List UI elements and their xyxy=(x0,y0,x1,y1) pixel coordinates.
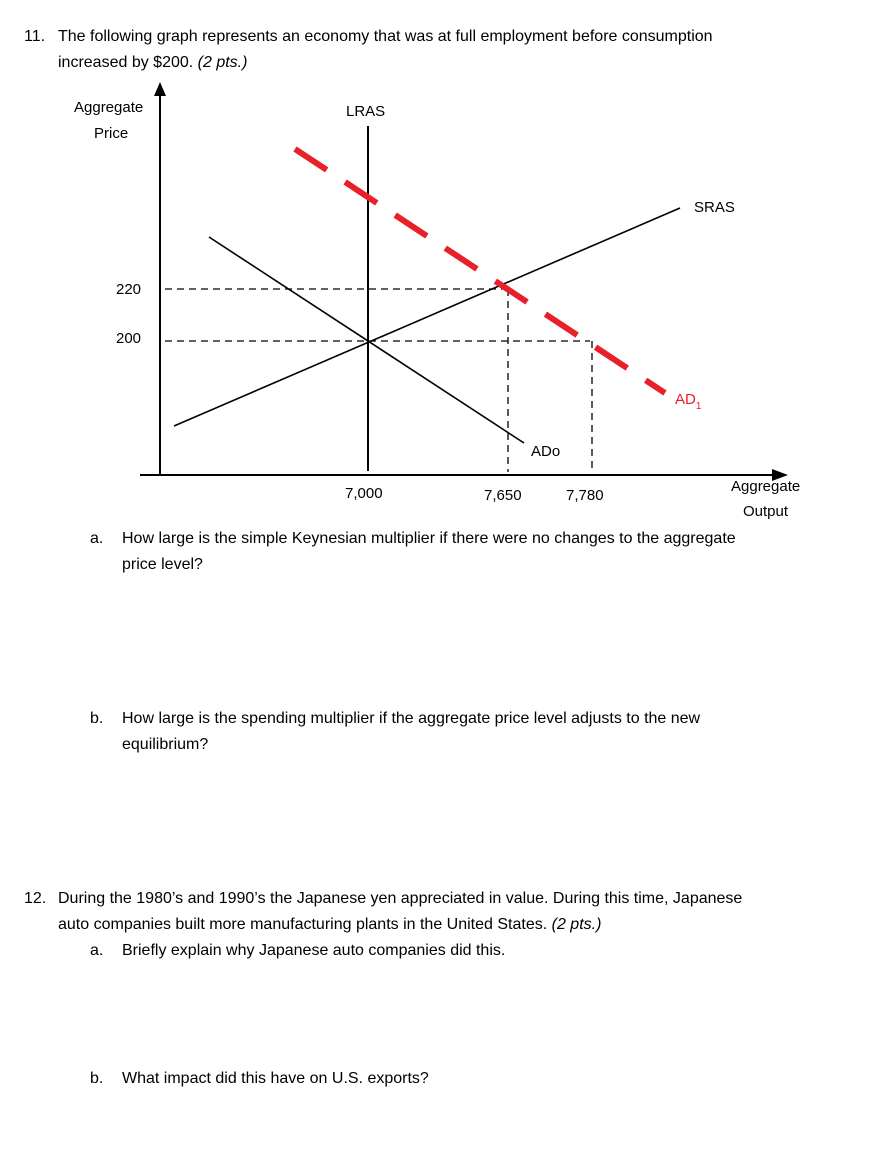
q12-text-line1: During the 1980’s and 1990’s the Japanese yen appreciated in value. During this time, Japanese xyxy=(58,890,743,907)
q11a-text-line2: price level? xyxy=(122,556,203,573)
q11b-text-line2: equilibrium? xyxy=(122,736,209,753)
q11-text-line1: The following graph represents an economy that was at full employment before consumption xyxy=(58,28,713,45)
q11a-text-line1: How large is the simple Keynesian multiplier if there were no changes to the aggregate xyxy=(122,530,736,547)
lras-label: LRAS xyxy=(346,103,386,120)
output-tick-7650: 7,650 xyxy=(484,487,522,504)
ad-as-graph xyxy=(0,0,896,540)
sras-line xyxy=(174,208,680,426)
q12a-marker: a. xyxy=(90,942,104,959)
price-tick-200: 200 xyxy=(116,330,142,347)
q11-number: 11. xyxy=(24,28,46,45)
ad1-line xyxy=(295,149,665,393)
sras-label: SRAS xyxy=(694,199,735,216)
x-axis-label-1: Aggregate xyxy=(731,478,801,495)
y-axis-arrowhead xyxy=(154,82,166,96)
y-axis-label-1: Aggregate xyxy=(74,99,144,116)
ad1-label-subscript: 1 xyxy=(695,401,702,412)
output-tick-7000: 7,000 xyxy=(345,485,383,502)
q12a-text: Briefly explain why Japanese auto companies did this. xyxy=(122,942,506,959)
q11b-text-line1: How large is the spending multiplier if the aggregate price level adjusts to the new xyxy=(122,710,701,727)
q12b-marker: b. xyxy=(90,1070,104,1087)
q12-text-line2 xyxy=(58,912,601,938)
price-tick-220: 220 xyxy=(116,281,142,298)
q11a-marker: a. xyxy=(90,530,104,547)
q12-text-line2-main: auto companies built more manufacturing plants in the United States. xyxy=(58,916,548,933)
ad1-label xyxy=(675,391,702,412)
q11-text-line2-main: increased by $200. xyxy=(58,54,194,71)
x-axis-label-2: Output xyxy=(743,503,789,520)
q12b-text: What impact did this have on U.S. exports? xyxy=(122,1070,429,1087)
ad0-label: ADo xyxy=(531,443,561,460)
q11-points: (2 pts.) xyxy=(197,54,248,71)
q12-points: (2 pts.) xyxy=(551,916,602,933)
q12-number: 12. xyxy=(24,890,47,907)
q11b-marker: b. xyxy=(90,710,104,727)
ad1-label-main: AD xyxy=(675,391,696,408)
output-tick-7780: 7,780 xyxy=(566,487,604,504)
y-axis-label-2: Price xyxy=(94,125,129,142)
